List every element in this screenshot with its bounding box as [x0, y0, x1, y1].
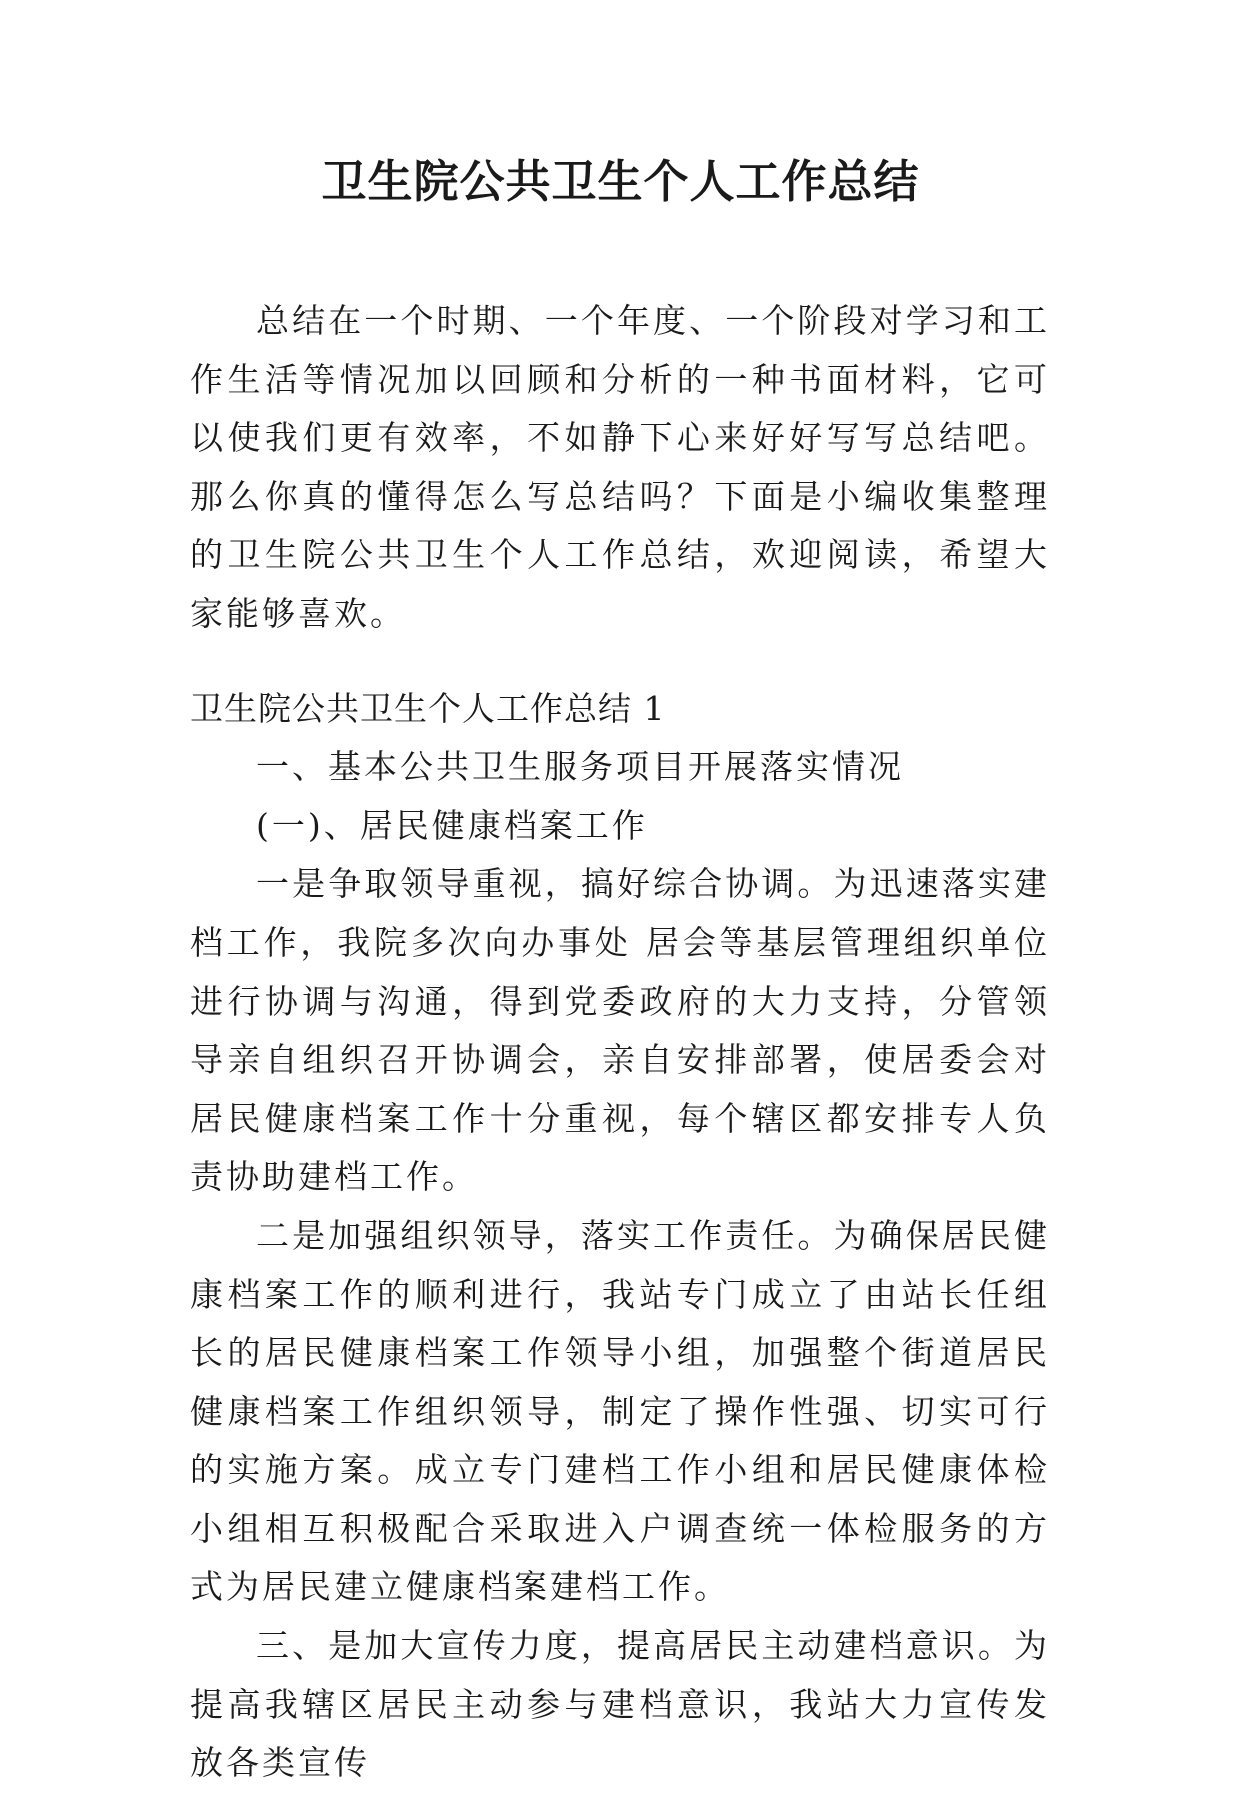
body-paragraph-3: 三、是加大宣传力度，提高居民主动建档意识。为提高我辖区居民主动参与建档意识，我站大力宣传发放各类宣传 — [190, 1626, 1050, 1783]
intro-paragraph: 总结在一个时期、一个年度、一个阶段对学习和工作生活等情况加以回顾和分析的一种书面材料，它可以使我们更有效率，不如静下心来好好写写总结吧。那么你真的懂得怎么写总结吗？下面是小编收集整理的卫生院公共卫生个人工作总结，欢迎阅读，希望大家能够喜欢。 — [190, 301, 1050, 633]
body-paragraph-1: 一是争取领导重视，搞好综合协调。为迅速落实建档工作，我院多次向办事处 居会等基层管理组织单位进行协调与沟通，得到党委政府的大力支持，分管领导亲自组织召开协调会，亲自安排部署，使居委会对居民健康档案工作十分重视，每个辖区都安排专人负责协助建档工作。 — [190, 864, 1050, 1197]
heading-level-2: (一)、居民健康档案工作 — [256, 805, 648, 845]
document-body — [190, 292, 1050, 1793]
heading-level-1: 一、基本公共卫生服务项目开展落实情况 — [256, 747, 904, 787]
document-title: 卫生院公共卫生个人工作总结 — [321, 155, 920, 208]
section-title: 卫生院公共卫生个人工作总结 1 — [190, 688, 666, 728]
body-paragraph-2: 二是加强组织领导，落实工作责任。为确保居民健康档案工作的顺利进行，我站专门成立了由站长任组长的居民健康档案工作领导小组，加强整个街道居民健康档案工作组织领导，制定了操作性强、切实可行的实施方案。成立专门建档工作小组和居民健康体检小组相互积极配合采取进入户调查统一体检服务的方式为居民建立健康档案建档工作。 — [190, 1215, 1050, 1607]
